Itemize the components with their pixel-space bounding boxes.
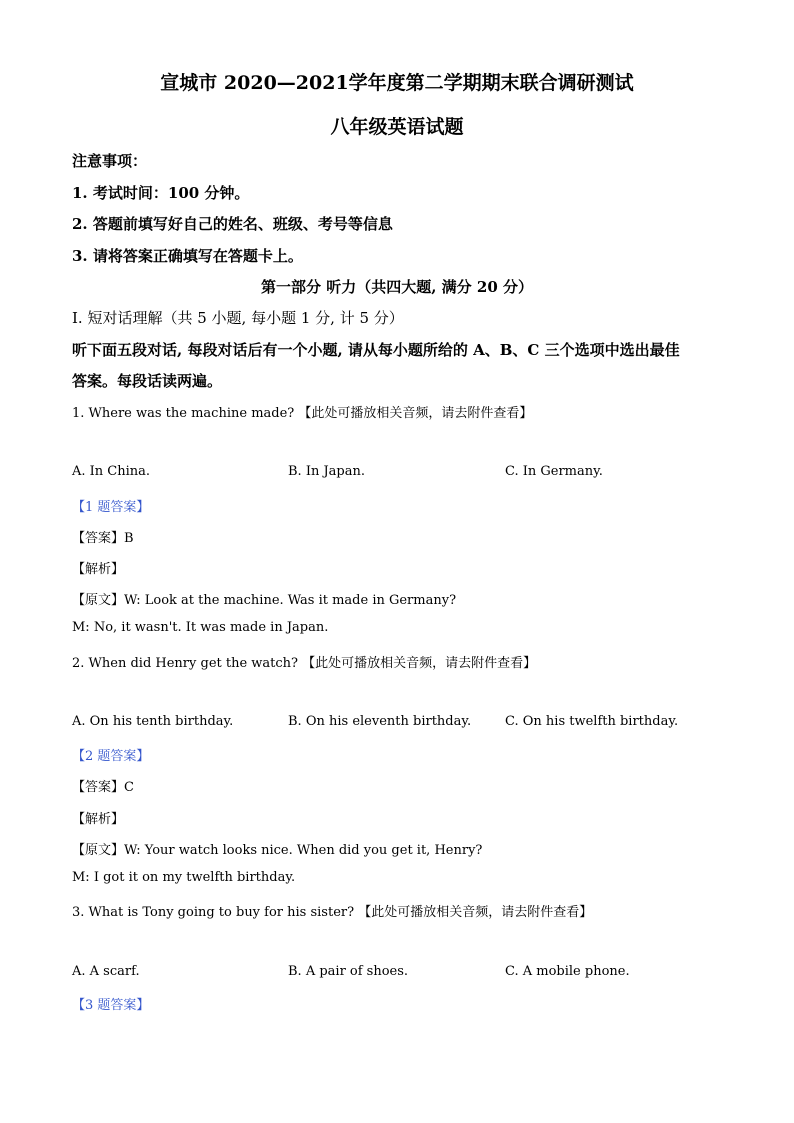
analysis-label: 【解析】 bbox=[72, 812, 125, 827]
option-c: C. On his twelfth birthday. bbox=[505, 714, 679, 729]
note-item: 1. 考试时间：100 分钟。 bbox=[72, 184, 250, 202]
script-line: M: No, it wasn't. It was made in Japan. bbox=[72, 620, 329, 635]
answer-header: 【1 题答案】 bbox=[72, 500, 150, 515]
section-heading: Ⅰ. 短对话理解（共 5 小题, 每小题 1 分, 计 5 分） bbox=[72, 309, 404, 327]
question-stem bbox=[72, 652, 536, 671]
option-c: C. A mobile phone. bbox=[505, 964, 630, 979]
notes-heading: 注意事项： bbox=[72, 152, 148, 170]
option-a: A. A scarf. bbox=[72, 964, 140, 979]
answer-line: 【答案】C bbox=[72, 780, 134, 795]
answer-line: 【答案】B bbox=[72, 531, 134, 546]
analysis-label: 【解析】 bbox=[72, 562, 125, 577]
part-heading: 第一部分 听力（共四大题, 满分 20 分） bbox=[261, 278, 533, 296]
question-text: 2. When did Henry get the watch? bbox=[72, 656, 299, 671]
script-line: M: I got it on my twelfth birthday. bbox=[72, 870, 296, 885]
option-b: B. A pair of shoes. bbox=[288, 964, 409, 979]
page-subtitle: 八年级英语试题 bbox=[330, 116, 464, 138]
answer-header: 【2 题答案】 bbox=[72, 749, 150, 764]
page-title: 宣城市 2020—2021学年度第二学期期末联合调研测试 bbox=[160, 72, 634, 94]
audio-note: 【此处可播放相关音频，请去附件查看】 bbox=[302, 656, 537, 671]
audio-note: 【此处可播放相关音频，请去附件查看】 bbox=[298, 406, 533, 421]
answer-header: 【3 题答案】 bbox=[72, 998, 150, 1013]
option-c: C. In Germany. bbox=[505, 464, 603, 479]
audio-note: 【此处可播放相关音频，请去附件查看】 bbox=[358, 905, 593, 920]
instruction-line: 答案。每段话读两遍。 bbox=[72, 372, 223, 390]
option-a: A. On his tenth birthday. bbox=[72, 714, 234, 729]
note-item: 2. 答题前填写好自己的姓名、班级、考号等信息 bbox=[72, 215, 393, 233]
script-line: 【原文】W: Look at the machine. Was it made in Germany? bbox=[72, 593, 457, 608]
question-text: 1. Where was the machine made? bbox=[72, 406, 295, 421]
option-a: A. In China. bbox=[72, 464, 151, 479]
option-b: B. On his eleventh birthday. bbox=[288, 714, 472, 729]
instruction-line: 听下面五段对话, 每段对话后有一个小题, 请从每小题所给的 A、B、C 三个选项中选出最佳 bbox=[72, 341, 680, 359]
note-item: 3. 请将答案正确填写在答题卡上。 bbox=[72, 247, 303, 265]
option-b: B. In Japan. bbox=[288, 464, 365, 479]
question-text: 3. What is Tony going to buy for his sister? bbox=[72, 905, 355, 920]
question-stem bbox=[72, 402, 532, 421]
script-line: 【原文】W: Your watch looks nice. When did you get it, Henry? bbox=[72, 843, 483, 858]
question-stem bbox=[72, 901, 592, 920]
